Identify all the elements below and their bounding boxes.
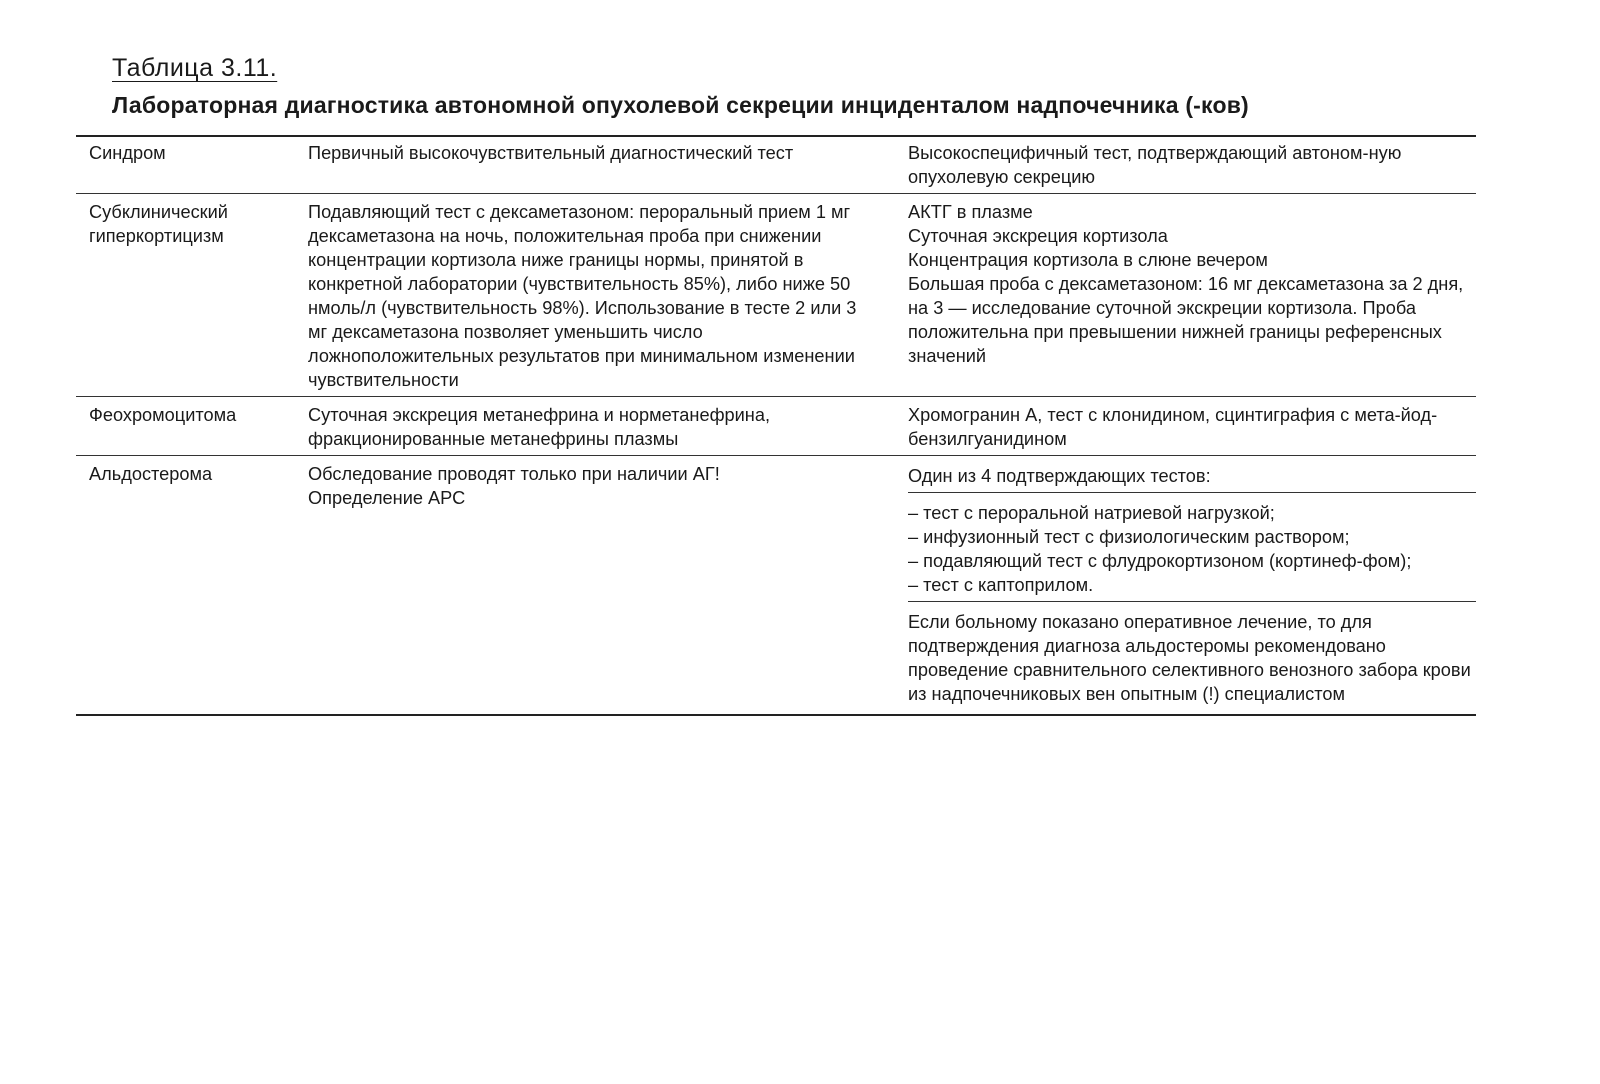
diagnostics-table — [76, 135, 1476, 716]
confirm-test-line: Суточная экскреция кортизола — [908, 226, 1168, 246]
table-row — [76, 397, 1476, 456]
confirm-test-cell — [896, 194, 1476, 397]
syndrome-cell: Феохромоцитома — [76, 397, 308, 456]
table-header-row — [76, 136, 1476, 194]
confirm-note: Если больному показано оперативное лечение, то для подтверждения диагноза альдостеромы рекомендовано проведение сравнительного селективного венозного забора крови из надпочечниковых вен опытным (!) специалистом — [908, 612, 1471, 704]
header-syndrome: Синдром — [76, 136, 308, 194]
confirm-test-line: АКТГ в плазме — [908, 202, 1033, 222]
primary-test-line: Определение АРС — [308, 488, 466, 508]
confirm-test-line: Концентрация кортизола в слюне вечером — [908, 250, 1268, 270]
confirm-tests-list — [908, 499, 1476, 602]
confirm-test-item: – тест с пероральной натриевой нагрузкой; — [908, 503, 1275, 523]
confirm-test-item: – тест с каптоприлом. — [908, 575, 1094, 595]
header-primary-test: Первичный высокочувствительный диагностический тест — [308, 136, 896, 194]
syndrome-cell: Субклинический гиперкортицизм — [76, 194, 308, 397]
table-row — [76, 456, 1476, 716]
confirm-test-line: Большая проба с дексаметазоном: 16 мг дексаметазона за 2 дня, на 3 — исследование суточной экскреции кортизола. Проба положительна при превышении нижней границы референсных значений — [908, 274, 1464, 366]
confirm-test-item: – инфузионный тест с физиологическим раствором; — [908, 527, 1350, 547]
confirm-test-cell — [896, 397, 1476, 456]
primary-test-line: Обследование проводят только при наличии АГ! — [308, 464, 720, 484]
primary-test-cell: Подавляющий тест с дексаметазоном: пероральный прием 1 мг дексаметазона на ночь, положительная проба при снижении концентрации кортизола ниже границы нормы, принятой в конкретной лаборатории (чувствительность 85%), либо ниже 50 нмоль/л (чувствительность 98%). Использование в тесте 2 или 3 мг дексаметазона позволяет уменьшить число ложноположительных результатов при минимальном изменении чувствительности — [308, 194, 896, 397]
confirm-intro: Один из 4 подтверждающих тестов: — [908, 462, 1476, 493]
primary-test-cell — [308, 456, 896, 716]
primary-test-cell: Суточная экскреция метанефрина и норметанефрина, фракционированные метанефрины плазмы — [308, 397, 896, 456]
table-caption: Таблица 3.11. — [112, 54, 278, 82]
confirm-test-cell — [896, 456, 1476, 716]
header-confirm-test: Высокоспецифичный тест, подтверждающий автоном-ную опухолевую секрецию — [896, 136, 1476, 194]
table-title: Лабораторная диагностика автономной опухолевой секреции инциденталом надпочечника (-ков) — [112, 92, 1249, 118]
table-row — [76, 194, 1476, 397]
confirm-test-item: – подавляющий тест с флудрокортизоном (кортинеф-фом); — [908, 551, 1412, 571]
confirm-test-line: Хромогранин А, тест с клонидином, сцинтиграфия с мета-йод-бензилгуанидином — [908, 405, 1438, 449]
syndrome-cell: Альдостерома — [76, 456, 308, 716]
